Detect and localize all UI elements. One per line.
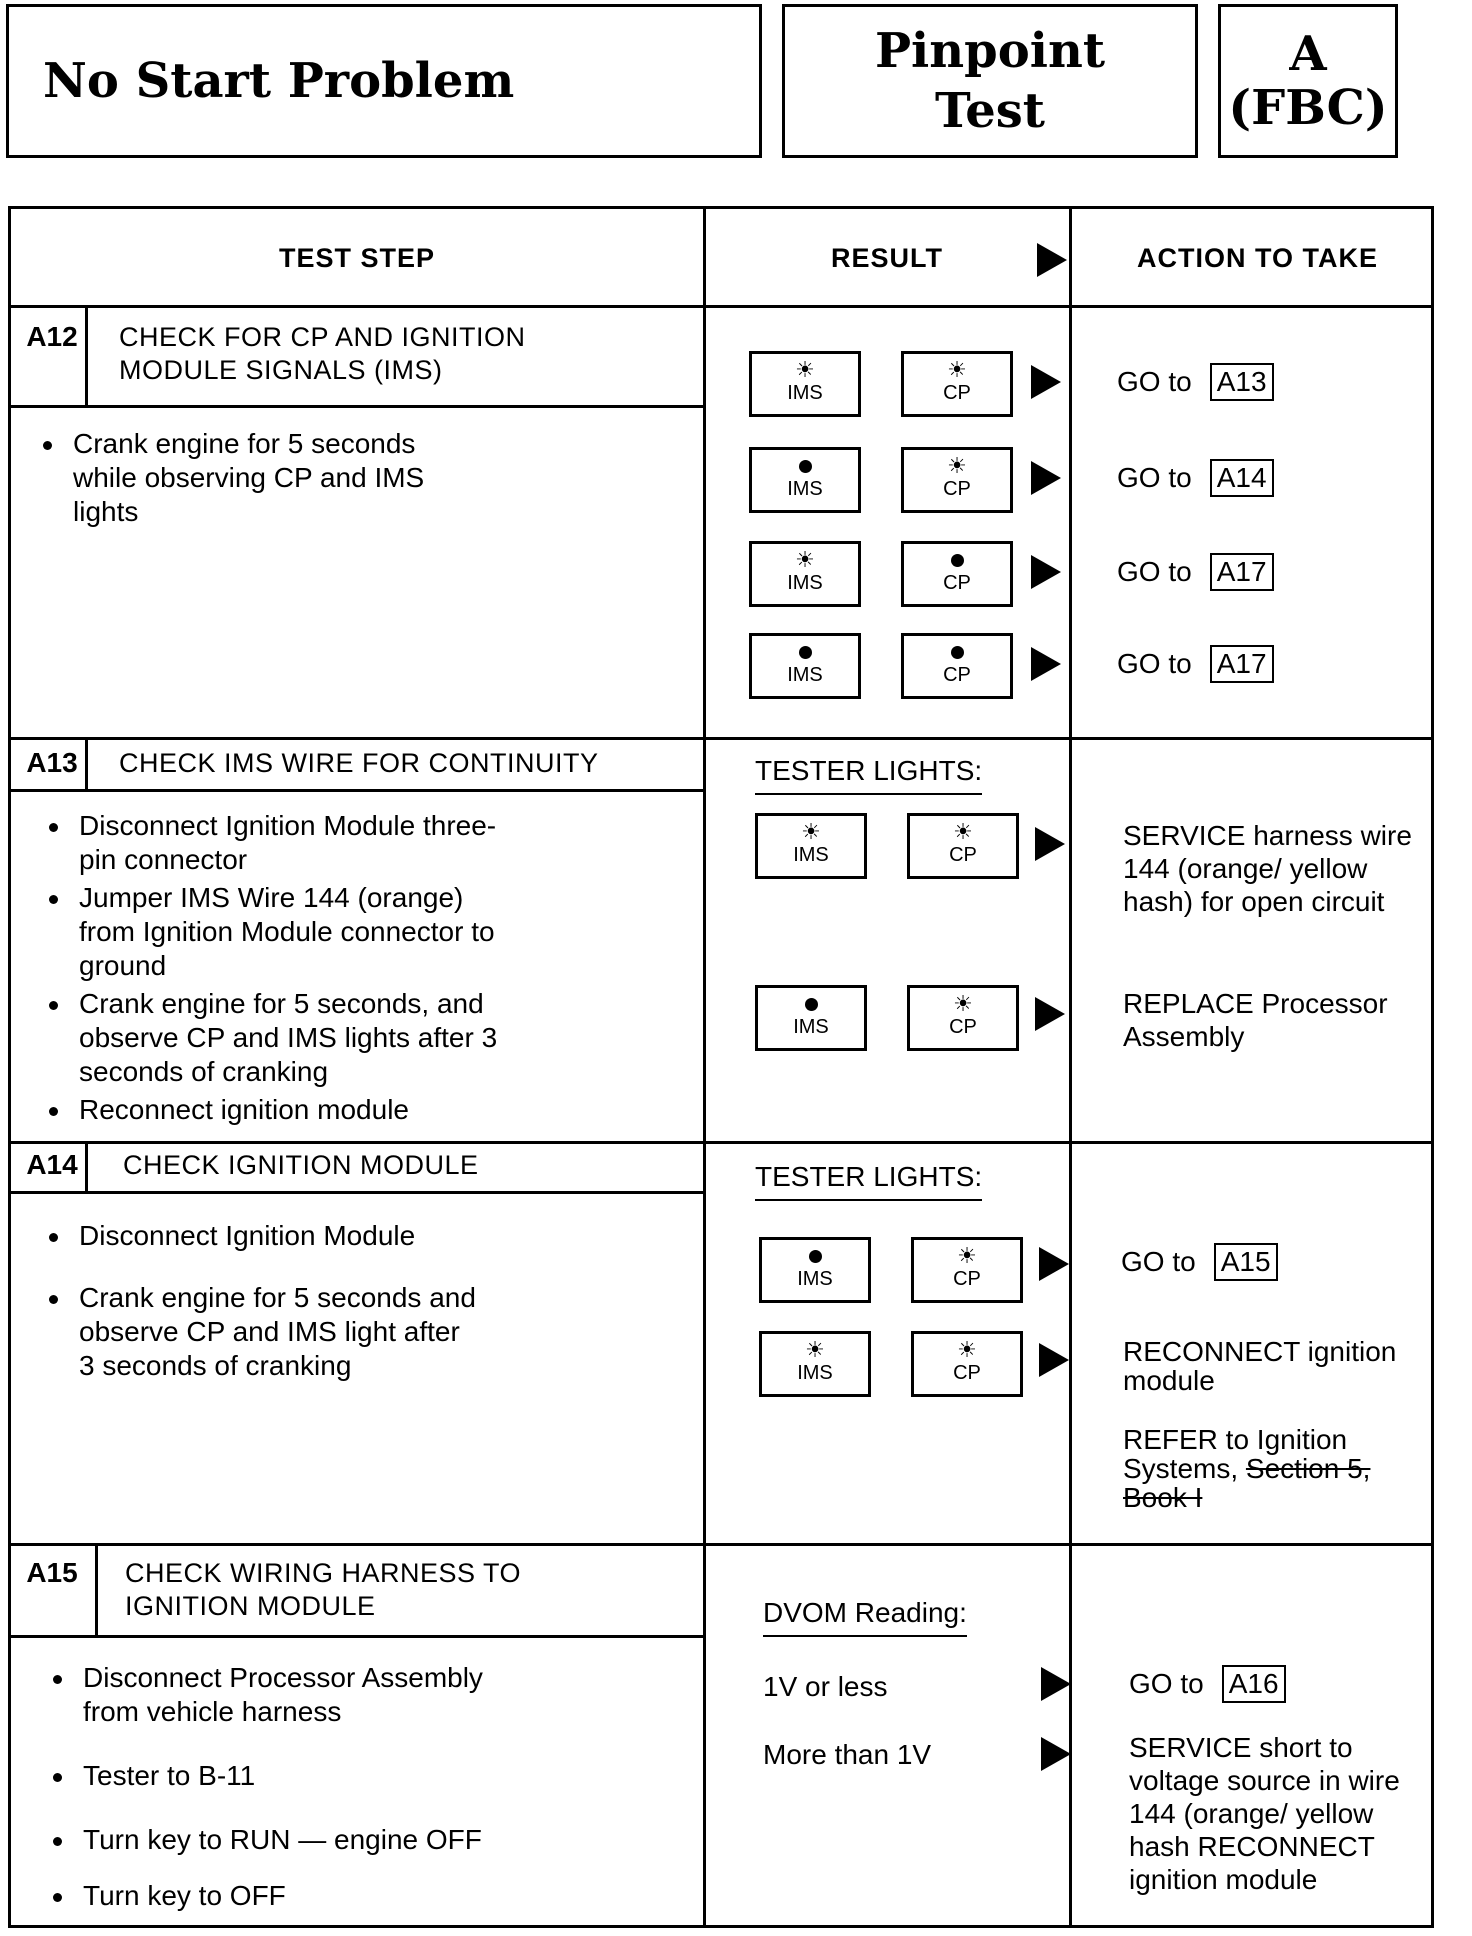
title-underline xyxy=(11,789,703,792)
cp-lamp xyxy=(901,541,1013,607)
id-separator xyxy=(85,305,88,405)
goto-prefix: GO to xyxy=(1117,556,1192,587)
lamp-label: IMS xyxy=(787,572,823,594)
instruction-item: Tester to B-11 xyxy=(45,1759,505,1793)
step-id: A15 xyxy=(26,1557,78,1588)
step-instructions xyxy=(35,427,475,529)
lamp-label: CP xyxy=(949,1016,977,1038)
instruction-item: Disconnect Ignition Module xyxy=(41,1219,481,1253)
column-divider xyxy=(703,209,706,1925)
title-underline xyxy=(11,1191,703,1194)
cp-lamp xyxy=(907,985,1019,1051)
action-text: REPLACE Processor Assembly xyxy=(1123,988,1388,1052)
instruction-item: Reconnect ignition module xyxy=(41,1093,511,1127)
lamp-off-icon xyxy=(752,640,858,664)
goto-prefix: GO to xyxy=(1117,648,1192,679)
column-header-action: ACTION TO TAKE xyxy=(1137,243,1378,273)
struck-reference: Section 5, Book I xyxy=(1123,1453,1371,1513)
ims-lamp xyxy=(755,813,867,879)
arrow-icon xyxy=(1031,555,1061,589)
arrow-icon xyxy=(1031,647,1061,681)
goto-prefix: GO to xyxy=(1117,462,1192,493)
lamp-on-icon: ☀ xyxy=(795,547,815,572)
lamp-off-icon xyxy=(752,454,858,478)
action-text xyxy=(1123,1425,1423,1512)
goto-reference xyxy=(1117,363,1274,401)
goto-step-ref: A13 xyxy=(1210,363,1274,401)
goto-step-ref: A17 xyxy=(1210,645,1274,683)
cp-lamp xyxy=(901,447,1013,513)
goto-step-ref: A15 xyxy=(1214,1243,1278,1281)
lamp-off-icon xyxy=(758,992,864,1016)
lamp-label: CP xyxy=(943,478,971,500)
id-separator xyxy=(85,1141,88,1191)
arrow-icon xyxy=(1041,1737,1071,1771)
lamp-on-icon: ☀ xyxy=(947,357,967,382)
lamp-label: IMS xyxy=(797,1268,833,1290)
test-type-text xyxy=(875,21,1105,141)
result-heading: TESTER LIGHTS: xyxy=(755,755,982,795)
step-title: CHECK WIRING HARNESS TO IGNITION MODULE xyxy=(125,1558,522,1621)
step-title: CHECK IMS WIRE FOR CONTINUITY xyxy=(119,748,599,778)
lamp-label: CP xyxy=(943,664,971,686)
test-type-line2: Test xyxy=(935,83,1045,139)
action-text: SERVICE short to voltage source in wire 144 (orange/ yellow hash RECONNECT ignition module xyxy=(1129,1732,1400,1895)
ims-lamp xyxy=(759,1237,871,1303)
id-separator xyxy=(95,1543,98,1635)
pinpoint-test-table xyxy=(8,206,1434,1928)
reading-text: More than 1V xyxy=(763,1739,932,1770)
ims-lamp xyxy=(749,633,861,699)
code-line2: (FBC) xyxy=(1228,80,1388,136)
step-id: A14 xyxy=(26,1149,78,1180)
code-line1: A xyxy=(1289,26,1327,82)
instruction-item: Crank engine for 5 seconds, and observe CP and IMS lights after 3 seconds of cranking xyxy=(41,987,511,1089)
instruction-item: Crank engine for 5 seconds and observe CP and IMS light after 3 seconds of cranking xyxy=(41,1281,481,1383)
arrow-icon xyxy=(1039,1343,1069,1377)
lamp-label: CP xyxy=(943,572,971,594)
goto-reference xyxy=(1129,1665,1286,1703)
action-text: SERVICE harness wire 144 (orange/ yellow hash) for open circuit xyxy=(1123,820,1412,917)
lamp-label: IMS xyxy=(787,382,823,404)
lamp-off-icon xyxy=(904,548,1010,572)
lamp-label: IMS xyxy=(793,844,829,866)
goto-prefix: GO to xyxy=(1129,1668,1204,1699)
lamp-off-icon xyxy=(762,1244,868,1268)
goto-reference xyxy=(1117,553,1274,591)
lamp-on-icon: ☀ xyxy=(947,453,967,478)
ims-lamp xyxy=(755,985,867,1051)
arrow-icon xyxy=(1035,827,1065,861)
goto-step-ref: A14 xyxy=(1210,459,1274,497)
arrow-icon xyxy=(1035,997,1065,1031)
title-text: No Start Problem xyxy=(43,53,515,109)
goto-prefix: GO to xyxy=(1121,1246,1196,1277)
result-heading: DVOM Reading: xyxy=(763,1597,967,1637)
row-divider xyxy=(11,1141,1431,1144)
arrow-icon xyxy=(1031,461,1061,495)
row-divider xyxy=(11,305,1431,308)
step-id: A12 xyxy=(26,321,78,352)
goto-step-ref: A17 xyxy=(1210,553,1274,591)
lamp-label: IMS xyxy=(793,1016,829,1038)
page-title xyxy=(6,4,762,158)
ims-lamp xyxy=(749,541,861,607)
ims-lamp xyxy=(749,447,861,513)
step-instructions xyxy=(41,1219,481,1383)
lamp-on-icon: ☀ xyxy=(795,357,815,382)
lamp-label: CP xyxy=(953,1362,981,1384)
step-id: A13 xyxy=(26,747,78,778)
instruction-item: Turn key to RUN — engine OFF xyxy=(45,1823,505,1857)
lamp-on-icon: ☀ xyxy=(953,991,973,1016)
result-heading: TESTER LIGHTS: xyxy=(755,1161,982,1201)
step-title: CHECK FOR CP AND IGNITION MODULE SIGNALS (IMS) xyxy=(119,322,526,385)
cp-lamp xyxy=(911,1331,1023,1397)
cp-lamp xyxy=(901,633,1013,699)
arrow-icon xyxy=(1039,1247,1069,1281)
row-divider xyxy=(11,1543,1431,1546)
instruction-item: Disconnect Ignition Module three-pin connector xyxy=(41,809,511,877)
lamp-label: CP xyxy=(953,1268,981,1290)
lamp-on-icon: ☀ xyxy=(805,1337,825,1362)
lamp-on-icon: ☀ xyxy=(953,819,973,844)
cp-lamp xyxy=(901,351,1013,417)
lamp-on-icon: ☀ xyxy=(957,1337,977,1362)
cp-lamp xyxy=(911,1237,1023,1303)
id-separator xyxy=(85,737,88,789)
test-code-box xyxy=(1218,4,1398,158)
step-instructions xyxy=(45,1661,505,1913)
ims-lamp xyxy=(759,1331,871,1397)
action-text: RECONNECT ignition module xyxy=(1123,1336,1397,1396)
step-instructions xyxy=(41,809,511,1127)
instruction-item: Disconnect Processor Assembly from vehicle harness xyxy=(45,1661,505,1729)
goto-reference xyxy=(1117,459,1274,497)
test-code-text xyxy=(1228,27,1387,135)
instruction-item: Turn key to OFF xyxy=(45,1879,505,1913)
lamp-label: IMS xyxy=(787,478,823,500)
reading-text: 1V or less xyxy=(763,1671,888,1702)
goto-step-ref: A16 xyxy=(1222,1665,1286,1703)
goto-prefix: GO to xyxy=(1117,366,1192,397)
test-type-box xyxy=(782,4,1198,158)
test-type-line1: Pinpoint xyxy=(874,23,1106,79)
column-header-test-step: TEST STEP xyxy=(279,243,436,273)
title-underline xyxy=(11,1635,703,1638)
arrow-icon xyxy=(1031,365,1061,399)
ims-lamp xyxy=(749,351,861,417)
lamp-on-icon: ☀ xyxy=(801,819,821,844)
cp-lamp xyxy=(907,813,1019,879)
instruction-item: Jumper IMS Wire 144 (orange) from Ignition Module connector to ground xyxy=(41,881,511,983)
lamp-label: IMS xyxy=(797,1362,833,1384)
lamp-label: CP xyxy=(949,844,977,866)
title-underline xyxy=(11,405,703,408)
goto-reference xyxy=(1117,645,1274,683)
arrow-icon xyxy=(1041,1667,1071,1701)
lamp-off-icon xyxy=(904,640,1010,664)
step-title: CHECK IGNITION MODULE xyxy=(123,1150,479,1180)
arrow-icon xyxy=(1037,243,1067,277)
lamp-label: CP xyxy=(943,382,971,404)
row-divider xyxy=(11,737,1431,740)
instruction-item: Crank engine for 5 seconds while observing CP and IMS lights xyxy=(35,427,475,529)
lamp-on-icon: ☀ xyxy=(957,1243,977,1268)
goto-reference xyxy=(1121,1243,1278,1281)
column-header-result: RESULT xyxy=(831,243,943,273)
refer-text: REFER to Ignition Systems, xyxy=(1123,1424,1348,1484)
lamp-label: IMS xyxy=(787,664,823,686)
